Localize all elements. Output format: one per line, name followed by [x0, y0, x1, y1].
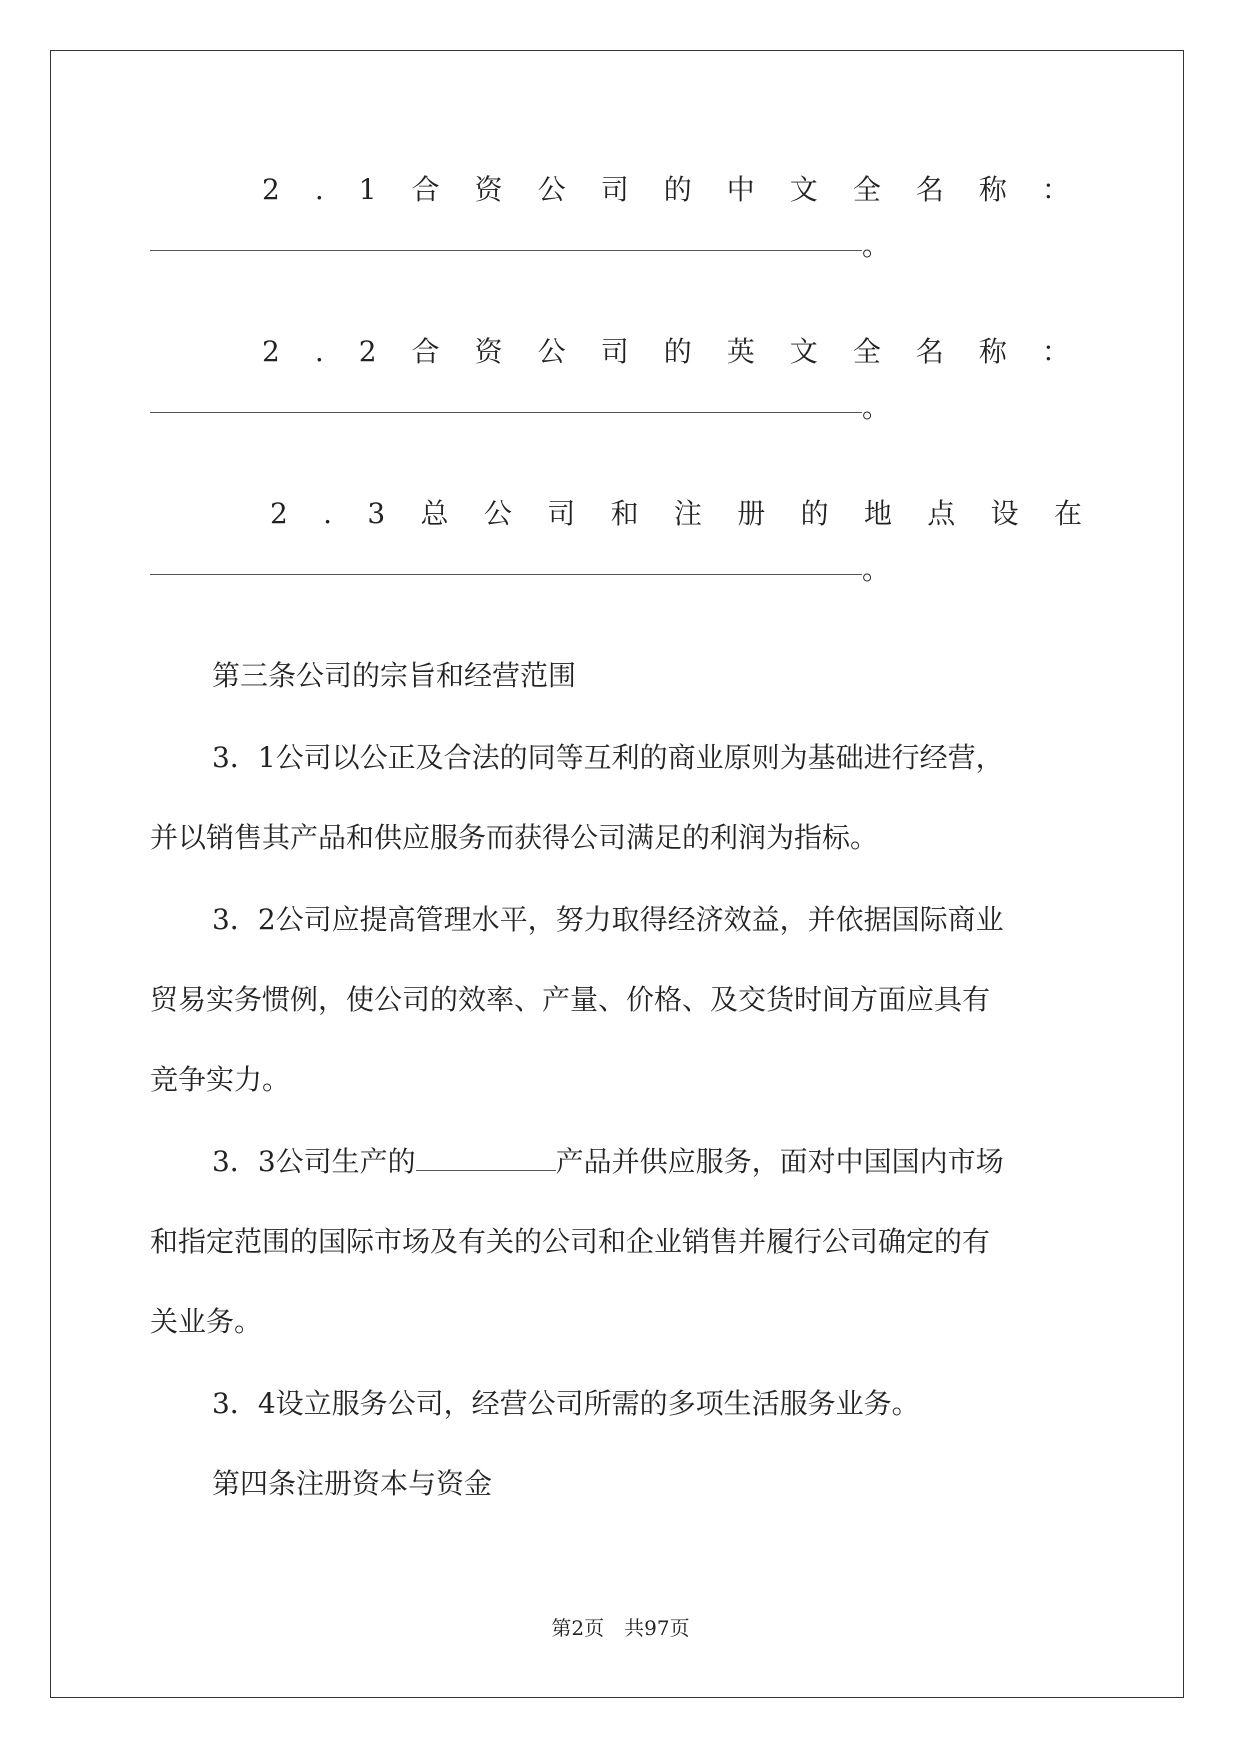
p3-3-line1-before: 3．3公司生产的: [212, 1145, 416, 1178]
page-border: [50, 50, 1184, 1698]
item-2-1-heading: 2 . 1 合 资 公 司 的 中 文 全 名 称 ：: [262, 173, 1070, 206]
item-2-2-period: 。: [862, 391, 891, 424]
article-4-title: 第四条注册资本与资金: [212, 1467, 493, 1500]
item-2-3-period: 。: [862, 553, 891, 586]
p3-2-line2: 贸易实务惯例，使公司的效率、产量、价格、及交货时间方面应具有: [150, 983, 991, 1016]
item-2-3-heading: 2 . 3 总 公 司 和 注 册 的 地 点 设 在: [270, 497, 1082, 530]
item-2-1-period: 。: [862, 229, 891, 262]
p3-3-inline-blank: [416, 1144, 556, 1171]
item-2-3-blank: [150, 574, 862, 575]
p3-3-line1: [212, 1144, 1004, 1180]
item-2-2-blank: [150, 412, 862, 413]
p3-3-line2: 和指定范围的国际市场及有关的公司和企业销售并履行公司确定的有: [150, 1225, 991, 1258]
article-3-title: 第三条公司的宗旨和经营范围: [212, 659, 577, 692]
p3-1-line2: 并以销售其产品和供应服务而获得公司满足的利润为指标。: [150, 821, 879, 854]
item-2-1-blank: [150, 250, 862, 251]
p3-4-line1: 3．4设立服务公司，经营公司所需的多项生活服务业务。: [212, 1387, 920, 1420]
p3-2-line3: 竞争实力。: [150, 1063, 291, 1096]
p3-3-line1-after: 产品并供应服务，面对中国国内市场: [555, 1145, 1004, 1178]
page-number-footer: 第2页 共97页: [551, 1616, 690, 1640]
item-2-2-heading: 2 . 2 合 资 公 司 的 英 文 全 名 称 ：: [262, 335, 1070, 368]
p3-1-line1: 3．1公司以公正及合法的同等互利的商业原则为基础进行经营，: [212, 741, 1004, 774]
p3-3-line3: 关业务。: [150, 1305, 263, 1338]
p3-2-line1: 3．2公司应提高管理水平，努力取得经济效益，并依据国际商业: [212, 903, 1004, 936]
